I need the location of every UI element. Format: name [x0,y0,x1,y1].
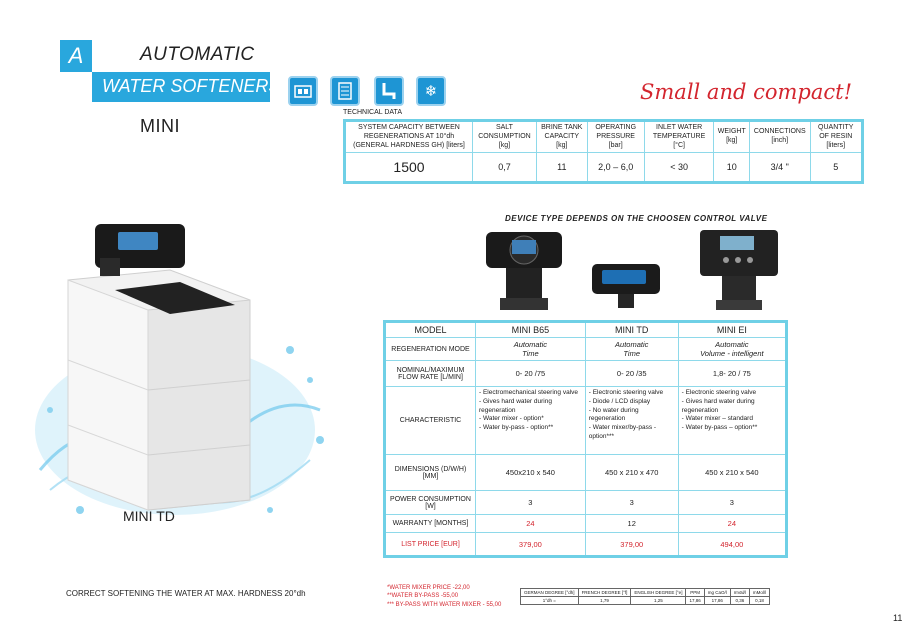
table-row [345,153,863,183]
technical-data-table [343,119,864,184]
device-type-note: DEVICE TYPE DEPENDS ON THE CHOOSEN CONTROL VALVE [505,214,768,223]
table-row [385,491,787,515]
value-cell: 24 [678,515,786,533]
value-cell: 1,8- 20 / 75 [678,361,786,387]
header-cell: BRINE TANK CAPACITY [kg] [536,121,587,153]
valve-b65-image [482,230,566,312]
value-cell: 11 [536,153,587,183]
snowflake-icon: ❄ [416,76,446,106]
table-row [521,589,770,597]
slogan: Small and compact! [640,80,853,104]
pipe-icon [374,76,404,106]
header-cell: mg CaO/l [704,589,730,597]
row-label: DIMENSIONS (D/W/H) [MM] [385,455,476,491]
price-notes: *WATER MIXER PRICE -22,00 **WATER BY-PASS -55,00 *** BY-PASS WITH WATER MIXER - 55,00 [387,585,502,608]
value-cell: 3 [585,491,678,515]
value-cell: - Electromechanical steering valve - Gives hard water during regeneration - Water mixer - option* - Water by-pass - option** [476,387,586,455]
product-title: MINI [140,116,180,136]
value-cell: 1500 [345,153,473,183]
header-cell: INLET WATER TEMPERATURE [°C] [644,121,714,153]
value-cell: 24 [476,515,586,533]
header-cell: WEIGHT [kg] [714,121,750,153]
models-table [383,320,788,558]
value-cell: 3/4 " [750,153,810,183]
table-row [385,361,787,387]
title-line1: AUTOMATIC [140,44,255,65]
value-cell: Automatic Volume - intelligent [678,338,786,361]
header-cell: CONNECTIONS [inch] [750,121,810,153]
valve-td-image [590,262,662,312]
header-cell: mVal/l [730,589,749,597]
technical-data-label: TECHNICAL DATA [343,109,402,116]
value-cell: 12 [585,515,678,533]
table-row [385,387,787,455]
value-cell: 17,86 [704,597,730,605]
price-cell: 494,00 [678,533,786,557]
value-cell: 0- 20 /75 [476,361,586,387]
value-cell: 0- 20 /35 [585,361,678,387]
softener-icon [288,76,318,106]
value-cell: Automatic Time [476,338,586,361]
header-cell: PPM [686,589,704,597]
header-cell: QUANTITY OF RESIN [liters] [810,121,863,153]
value-cell: - Electronic steering valve - Gives hard water during regeneration - Water mixer – standard - Water by-pass – option** [678,387,786,455]
value-cell: 450x210 x 540 [476,455,586,491]
price-cell: 379,00 [476,533,586,557]
value-cell: Automatic Time [585,338,678,361]
value-cell: 0,36 [730,597,749,605]
value-cell: 0,7 [473,153,537,183]
table-row [385,322,787,338]
value-cell: 17,86 [686,597,704,605]
row-label: POWER CONSUMPTION [W] [385,491,476,515]
section-letter: A [60,40,92,72]
value-cell: 3 [678,491,786,515]
table-row [385,455,787,491]
row-label: MODEL [385,322,476,338]
hardness-table [520,588,770,605]
value-cell: 450 x 210 x 540 [678,455,786,491]
value-cell: 1,25 [631,597,686,605]
value-cell: 450 x 210 x 470 [585,455,678,491]
table-row [385,338,787,361]
document-icon [330,76,360,106]
value-cell: 5 [810,153,863,183]
header-cell: mMol/l [749,589,769,597]
model-name: MINI EI [678,322,786,338]
model-name: MINI TD [585,322,678,338]
title-line2: WATER SOFTENERS [102,76,281,96]
value-cell: - Electronic steering valve - Diode / LCD display - No water during regeneration - Water mixer/by-pass - option*** [585,387,678,455]
row-label: REGENERATION MODE [385,338,476,361]
value-cell: 0,18 [749,597,769,605]
row-label: CHARACTERISTIC [385,387,476,455]
valve-ei-image [696,228,782,312]
header-cell: OPERATING PRESSURE [bar] [587,121,644,153]
header-cell: GERMAN DEGREE [°dh] [521,589,579,597]
table-row [345,121,863,153]
table-row [385,515,787,533]
row-label: WARRANTY [MONTHS] [385,515,476,533]
value-cell: 1,79 [578,597,631,605]
row-label: LIST PRICE [EUR] [385,533,476,557]
softener-image [20,210,340,540]
value-cell: < 30 [644,153,714,183]
model-name: MINI B65 [476,322,586,338]
table-row [385,533,787,557]
header-cell: ENGLISH DEGREE [°e] [631,589,686,597]
value-cell: 10 [714,153,750,183]
row-label: NOMINAL/MAXIMUM FLOW RATE [L/MIN] [385,361,476,387]
value-cell: 1°dh = [521,597,579,605]
header-cell: FRENCH DEGREE [°f] [578,589,631,597]
price-cell: 379,00 [585,533,678,557]
value-cell: 2,0 – 6,0 [587,153,644,183]
image-caption: MINI TD [123,508,175,524]
hardness-note: CORRECT SOFTENING THE WATER AT MAX. HARDNESS 20°dh [66,589,306,598]
value-cell: 3 [476,491,586,515]
page-number: 11 [893,613,903,623]
table-row [521,597,770,605]
header-cell: SYSTEM CAPACITY BETWEEN REGENERATIONS AT 10°dh (GENERAL HARDNESS GH) [liters] [345,121,473,153]
header-cell: SALT CONSUMPTION [kg] [473,121,537,153]
